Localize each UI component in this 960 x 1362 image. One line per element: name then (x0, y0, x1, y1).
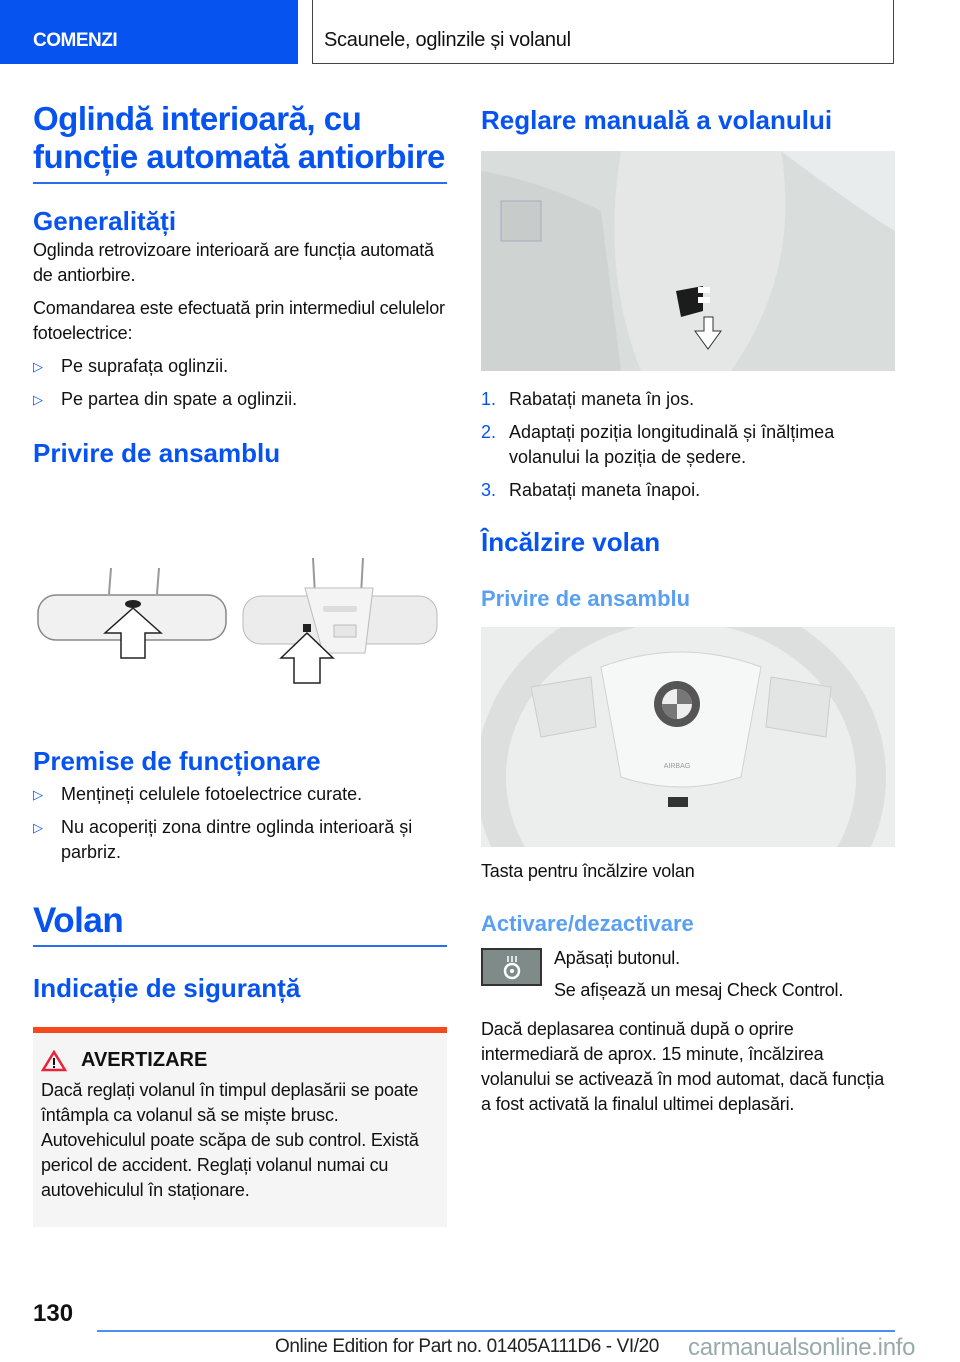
warning-box (33, 1027, 447, 1227)
svg-text:AIRBAG: AIRBAG (663, 763, 691, 770)
steering-wheel-figure (481, 627, 895, 847)
section-tab-label: COMENZI (33, 30, 118, 51)
heading-premise: Premise de funcționare (33, 746, 321, 776)
figure-caption: Tasta pentru încălzire volan (481, 861, 695, 881)
general-paragraph-1: Oglinda retrovizoare interioară are funcția automată de antiorbire. (33, 240, 434, 285)
warning-text: Dacă reglați volanul în timpul deplasării se poate întâmpla ca volanul să se miște brusc. Autovehiculul poate scăpa de sub control. Există pericol de accident. Reglați volanul numai cu autovehiculul în staționare. (41, 1080, 419, 1200)
list-item: ▷ Pe suprafața oglinzii. (33, 354, 447, 379)
bullet-triangle-icon: ▷ (33, 820, 43, 835)
heading-general: Generalități (33, 206, 177, 236)
heading-activate: Activare/dezactivare (481, 911, 694, 936)
steering-column-illustration (481, 151, 895, 371)
list-item: ▷ Pe partea din spate a oglinzii. (33, 387, 447, 412)
page-number: 130 (33, 1300, 74, 1327)
bullet-triangle-icon: ▷ (33, 392, 43, 407)
steering-wheel-illustration (481, 627, 895, 847)
mirror-figure (33, 478, 447, 728)
auto-activation-text: Dacă deplasarea continuă după o oprire intermediară de aprox. 15 minute, încălzirea volanului se activează în mod automat, dacă funcția a fost activată la finalul ultimei deplasări. (481, 1019, 885, 1114)
rearview-mirror-illustration (33, 478, 447, 728)
list-item: ▷ Mențineți celulele fotoelectrice curate. (33, 782, 447, 807)
general-paragraph-2: Comandarea este efectuată prin intermediul celulelor fotoelectrice: (33, 298, 445, 343)
page-title: Oglindă interioară, cu funcție automată antiorbire (33, 100, 445, 175)
steering-column-lever-figure (481, 151, 895, 371)
heading-heating-overview: Privire de ansamblu (481, 586, 691, 611)
step-item: 1. Rabatați maneta în jos. (481, 389, 695, 409)
title-divider (33, 182, 447, 184)
watermark: carmanualsonline.info (688, 1334, 916, 1361)
left-column (33, 100, 447, 1227)
heading-safety: Indicație de siguranță (33, 973, 301, 1003)
step-item: 3. Rabatați maneta înapoi. (481, 480, 701, 500)
bullet-triangle-icon: ▷ (33, 359, 43, 374)
heated-wheel-icon (501, 954, 523, 980)
list-item: ▷ Nu acoperiți zona dintre oglinda interioară și parbriz. (33, 817, 413, 862)
chapter-title: Scaunele, oglinzile și volanul (324, 29, 571, 51)
heading-steering-heating: Încălzire volan (481, 527, 661, 557)
heading-overview: Privire de ansamblu (33, 438, 281, 468)
section-title-volan: Volan (33, 901, 124, 940)
right-column (481, 100, 895, 1117)
bullet-triangle-icon: ▷ (33, 787, 43, 802)
step-item: 2. Adaptați poziția longitudinală și înălțimea volanului la poziția de ședere. (481, 422, 835, 467)
volan-divider (33, 945, 447, 947)
button-instruction (481, 946, 895, 1003)
warning-title: AVERTIZARE (41, 1049, 439, 1072)
check-control-message: Se afișează un mesaj Check Control. (554, 980, 844, 1000)
warning-triangle-icon (41, 1050, 67, 1072)
edition-info: Online Edition for Part no. 01405A111D6 - VI/20 (275, 1336, 659, 1357)
press-instruction: Apăsați butonul. (554, 948, 680, 968)
heading-manual-adjustment: Reglare manuală a volanului (481, 105, 833, 135)
chapter-title-box (312, 0, 894, 64)
footer-divider (97, 1330, 895, 1332)
section-tab (0, 0, 298, 64)
steering-heating-button-icon (481, 948, 542, 986)
